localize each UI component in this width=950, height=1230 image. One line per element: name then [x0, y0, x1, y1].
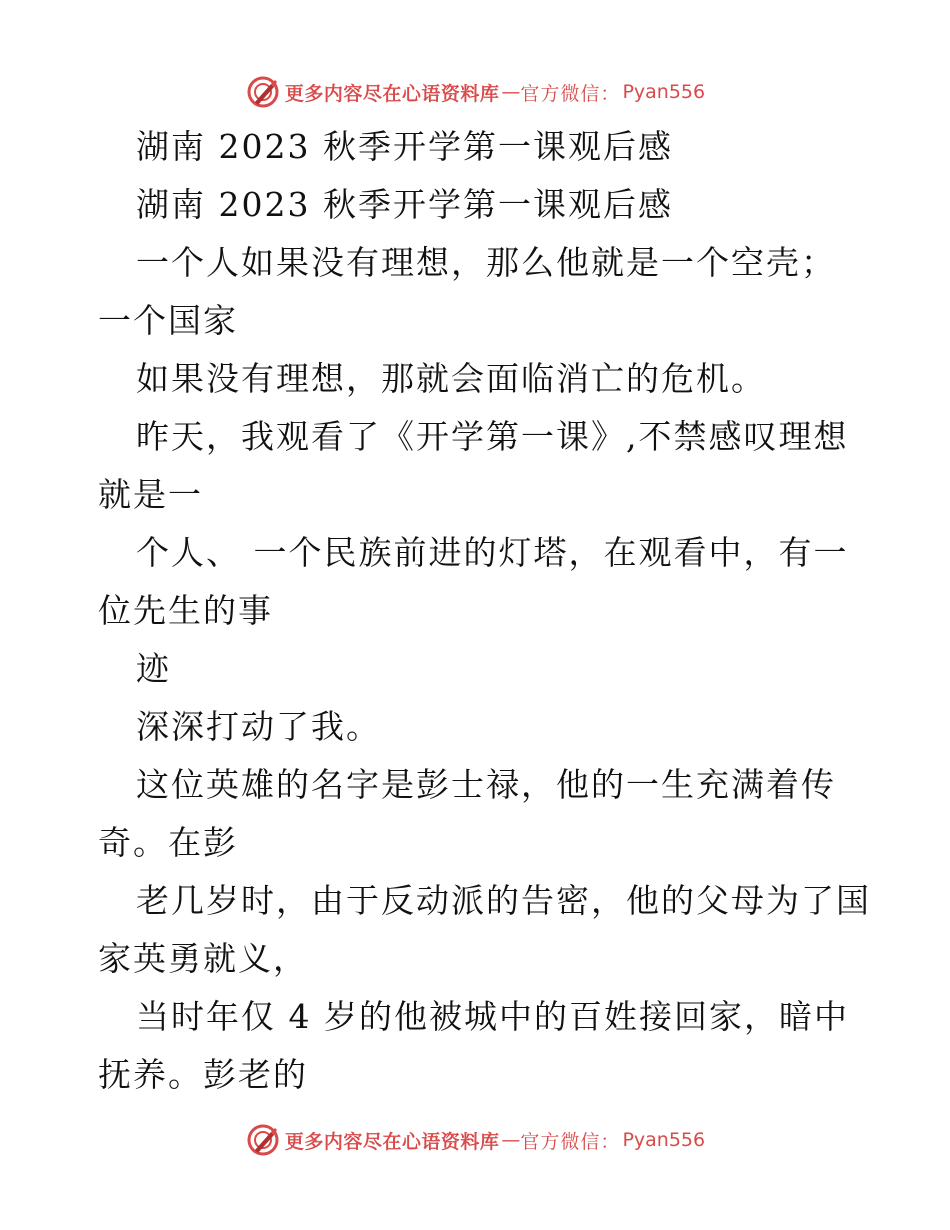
text-line: 老几岁时，由于反动派的告密，他的父母为了国 — [136, 881, 871, 920]
banner-main-text: 更多内容尽在心语资料库 — [284, 1130, 500, 1153]
text-line: 奇。在彭 — [98, 823, 238, 862]
document-body — [98, 118, 871, 1104]
footer-banner — [0, 1120, 950, 1160]
text-line: 家英勇就义， — [98, 939, 308, 978]
text-line: 昨天，我观看了《开学第一课》,不禁感叹理想 — [136, 417, 849, 456]
text-line: 迹 — [136, 649, 171, 688]
text-line: 当时年仅 4 岁的他被城中的百姓接回家，暗中 — [136, 997, 849, 1036]
text-line: 抚养。彭老的 — [98, 1055, 308, 1094]
banner-dash: — — [501, 81, 519, 103]
banner-wechat-label: 官方微信： — [520, 82, 621, 105]
text-line: 湖南 2023 秋季开学第一课观后感 — [136, 127, 673, 166]
banner-contact: Pyan556 — [622, 1129, 706, 1151]
text-line: 个人、 一个民族前进的灯塔，在观看中，有一 — [136, 533, 849, 572]
text-line: 如果没有理想，那就会面临消亡的危机。 — [136, 359, 766, 398]
pen-circle-logo-icon — [245, 1122, 281, 1158]
text-line: 湖南 2023 秋季开学第一课观后感 — [136, 185, 673, 224]
text-line: 一个人如果没有理想，那么他就是一个空壳； — [136, 243, 836, 282]
text-line: 位先生的事 — [98, 591, 273, 630]
header-banner — [0, 72, 950, 112]
banner-main-text: 更多内容尽在心语资料库 — [284, 82, 500, 105]
text-line: 深深打动了我。 — [136, 707, 381, 746]
text-line: 这位英雄的名字是彭士禄，他的一生充满着传 — [136, 765, 836, 804]
text-line: 就是一 — [98, 475, 203, 514]
banner-contact: Pyan556 — [622, 81, 706, 103]
pen-circle-logo-icon — [245, 74, 281, 110]
banner-wechat-label: 官方微信： — [520, 1130, 621, 1153]
banner-dash: — — [501, 1129, 519, 1151]
text-line: 一个国家 — [98, 301, 238, 340]
